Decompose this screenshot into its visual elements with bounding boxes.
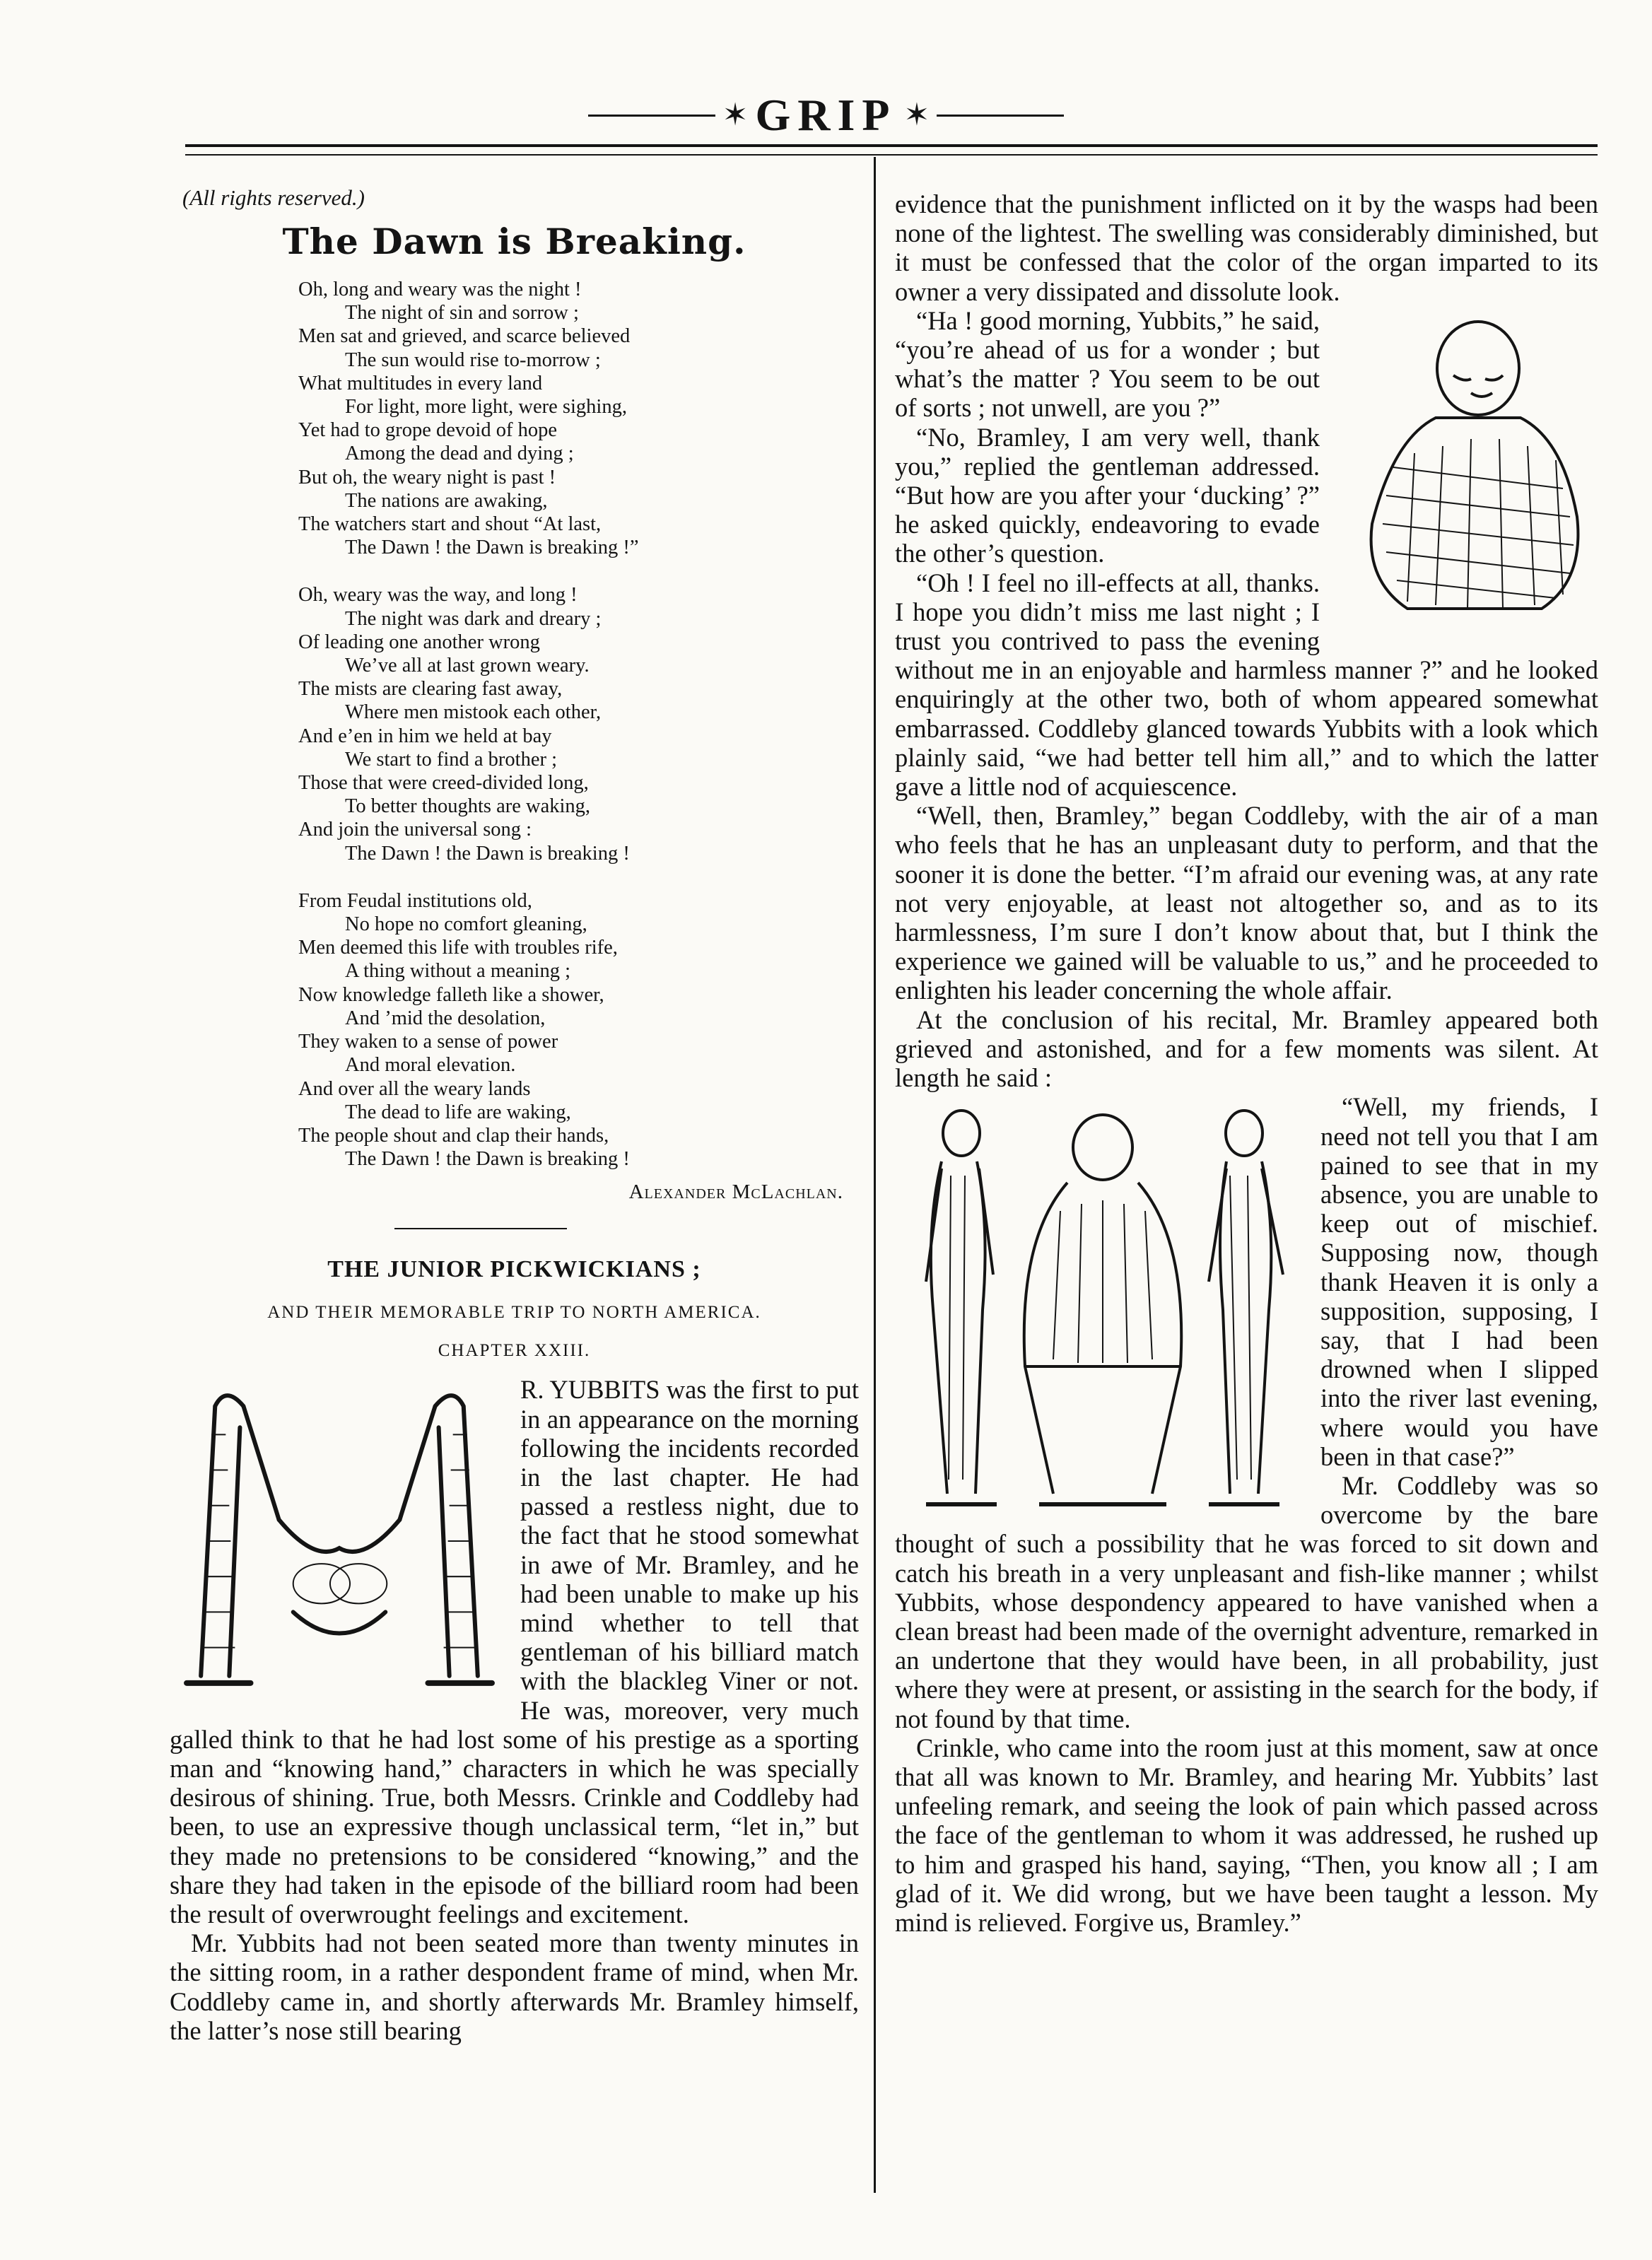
story-body-left [170, 1375, 859, 2045]
poem-line: What multitudes in every land [298, 372, 543, 394]
poem-line: To better thoughts are waking, [345, 795, 591, 818]
poem-line: Men deemed this life with troubles rife, [298, 937, 618, 959]
poem-line: Of leading one another wrong [298, 631, 540, 653]
poem-line: The nations are awaking, [345, 489, 548, 512]
header-rule-thin [185, 154, 1598, 156]
poem-line: And over all the weary lands [298, 1077, 531, 1100]
story-paragraph: Mr. Coddleby was so overcome by the bare thought of such a possibility that he was forced to sit down and catch his breath in a very unpleasant and fish-like manner ; whilst Yubbits, whose despondency appeared to have vanished when a clean breast had been made of the overnight adventure, remarked in an undertone that they would have been, in all probability, just where they were at present, or assisting in the search for the body, if not found by that time. [895, 1470, 1598, 1733]
story-paragraph: Crinkle, who came into the room just at this moment, saw at once that all was known to Mr. Bramley, and hearing Mr. Yubbits’ last unfeeling remark, and seeing the look of pain which passed across the face of the gentleman to whom it was addressed, he rushed up to him and grasped his hand, saying, “Then, you know all ; I am glad of it. We did wrong, but we have been taught a lesson. My mind is relieved. Forgive us, Bramley.” [895, 1733, 1598, 1937]
poem-line: Yet had to grope devoid of hope [298, 419, 557, 442]
poem-author: Alexander McLachlan. [628, 1181, 843, 1204]
poem-stanza [298, 889, 859, 1171]
poem-line: Now knowledge falleth like a shower, [298, 983, 604, 1006]
poem-line: The dead to life are waking, [345, 1101, 571, 1123]
story-subtitle: AND THEIR MEMORABLE TRIP TO NORTH AMERICA. [267, 1303, 761, 1323]
poem-line: The night of sin and sorrow ; [345, 302, 579, 324]
poem-line: And e’en in him we held at bay [298, 725, 552, 747]
poem-line: Those that were creed-divided long, [298, 772, 589, 795]
poem-line: The Dawn ! the Dawn is breaking ! [345, 842, 630, 865]
rights-notice: (All rights reserved.) [182, 185, 365, 210]
poem-line: Men sat and grieved, and scarce believed [298, 325, 631, 348]
poem [170, 278, 859, 1171]
story-paragraph: At the conclusion of his recital, Mr. Bramley appeared both grieved and astonished, and for a few moments was silent. At length he said : [895, 1005, 1598, 1093]
poem-line: Oh, long and weary was the night ! [298, 279, 582, 300]
right-column [895, 189, 1598, 1937]
poem-title: The Dawn is Breaking. [282, 221, 746, 262]
masthead [0, 90, 1652, 140]
story-paragraph: “No, Bramley, I am very well, thank you,” replied the gentleman addressed. “But how are you after your ‘ducking’ ?” he asked quickly, endeavoring to evade the other’s question. [895, 422, 1320, 568]
bramley-portrait-illustration [1330, 312, 1598, 637]
poem-stanza [298, 278, 859, 559]
poem-line: The Dawn ! the Dawn is breaking !” [345, 537, 639, 559]
story-paragraph: evidence that the punishment inflicted on it by the wasps had been none of the lightest. The swelling was considerably diminished, but it must be confessed that the color of the organ imparted to its owner a very dissipated and dissolute look. [895, 189, 1598, 306]
poem-line: The watchers start and shout “At last, [298, 513, 602, 536]
poem-line: They waken to a sense of power [298, 1031, 558, 1053]
poem-line: We start to find a brother ; [345, 748, 558, 771]
poem-stanza [298, 583, 859, 865]
chapter-heading: CHAPTER XXIII. [438, 1341, 591, 1361]
story-paragraph: “Oh ! I feel no ill-effects at all, thanks. I hope you didn’t miss me last night ; I trust you contrived to pass the evening without me in an enjoyable and harmless manner ?” and he looked enquiringly at the other two, both of whom appeared somewhat embarrassed. Coddleby glanced towards Yubbits with a look which plainly said, “we had better tell him all,” and to which the latter gave a little nod of acquiescence. [895, 568, 1598, 802]
story-paragraph: “Well, then, Bramley,” began Coddleby, with the air of a man who feels that he has an unpleasant duty to perform, and that the sooner it is done the better. “I’m afraid our evening was, at any rate not very enjoyable, at least not altogether so, and as to its harmlessness, I’m sure I don’t know about that, but I think the experience we gained will be valuable to us,” and he proceeded to enlighten his leader concerning the whole affair. [895, 801, 1598, 1005]
poem-line: For light, more light, were sighing, [345, 396, 627, 418]
poem-line: The night was dark and dreary ; [345, 607, 602, 630]
poem-line: And join the universal song : [298, 819, 532, 841]
poem-line: And moral elevation. [345, 1054, 516, 1077]
decorative-initial-m-illustration [172, 1378, 506, 1711]
poem-line: But oh, the weary night is past ! [298, 466, 556, 488]
star-icon: ✶ [722, 98, 749, 132]
left-column [170, 185, 859, 2045]
poem-line: A thing without a meaning ; [345, 960, 571, 983]
poem-line: The sun would rise to-morrow ; [345, 349, 601, 371]
masthead-rule-right [937, 115, 1064, 117]
poem-line: Among the dead and dying ; [345, 443, 574, 465]
column-divider [874, 157, 876, 2193]
section-divider [394, 1228, 567, 1229]
header-rule [185, 144, 1598, 147]
story-paragraph: “Ha ! good morning, Yubbits,” he said, “you’re ahead of us for a wonder ; but what’s the matter ? You seem to be out of sorts ; not unwell, are you ?” [895, 305, 1320, 423]
poem-line: No hope no comfort gleaning, [345, 913, 587, 936]
poem-line: The mists are clearing fast away, [298, 678, 563, 701]
poem-line: The people shout and clap their hands, [298, 1124, 609, 1147]
poem-line: Where men mistook each other, [345, 701, 602, 724]
story-paragraph: R. YUBBITS was the first to put in an appearance on the morning following the incidents recorded in the last chapter. He had passed a restless night, due to the fact that he stood somewhat in awe of Mr. Bramley, and he had been unable to make up his mind whether to tell that gentleman of his billiard match with the blackleg Viner or not. He was, moreover, very much galled think to that he had lost some of his prestige as a sporting man and “knowing hand,” characters in which he was specially desirous of shining. True, both Messrs. Crinkle and Coddleby had been, to use an expressive though unclassical term, “let in,” but they made no pretensions to be considered “knowing,” and the share they had taken in the episode of the billiard room had been the result of overwrought feelings and excitement. [170, 1375, 859, 1928]
poem-line: Oh, weary was the way, and long ! [298, 584, 578, 607]
poem-line: From Feudal institutions old, [298, 889, 532, 912]
three-pickwickians-illustration [895, 1098, 1311, 1522]
poem-line: We’ve all at last grown weary. [345, 655, 590, 677]
poem-line: And ’mid the desolation, [345, 1007, 546, 1029]
story-paragraph: Mr. Yubbits had not been seated more than twenty minutes in the sitting room, in a rather despondent frame of mind, when Mr. Coddleby came in, and shortly afterwards Mr. Bramley himself, the latter’s nose still bearing [170, 1928, 859, 2045]
poem-line: The Dawn ! the Dawn is breaking ! [345, 1148, 630, 1171]
masthead-rule-left [588, 115, 715, 117]
star-icon: ✶ [903, 98, 930, 132]
story-title: THE JUNIOR PICKWICKIANS ; [327, 1256, 701, 1283]
story-paragraph: “Well, my friends, I need not tell you that I am pained to see that in my absence, you are unable to keep out of mischief. Supposing now, though thank Heaven it is only a supposition, supposing, I say, that I had been drowned when I slipped into the river last evening, where would you have been in that case?” [1320, 1092, 1598, 1471]
masthead-title: GRIP [755, 90, 897, 140]
